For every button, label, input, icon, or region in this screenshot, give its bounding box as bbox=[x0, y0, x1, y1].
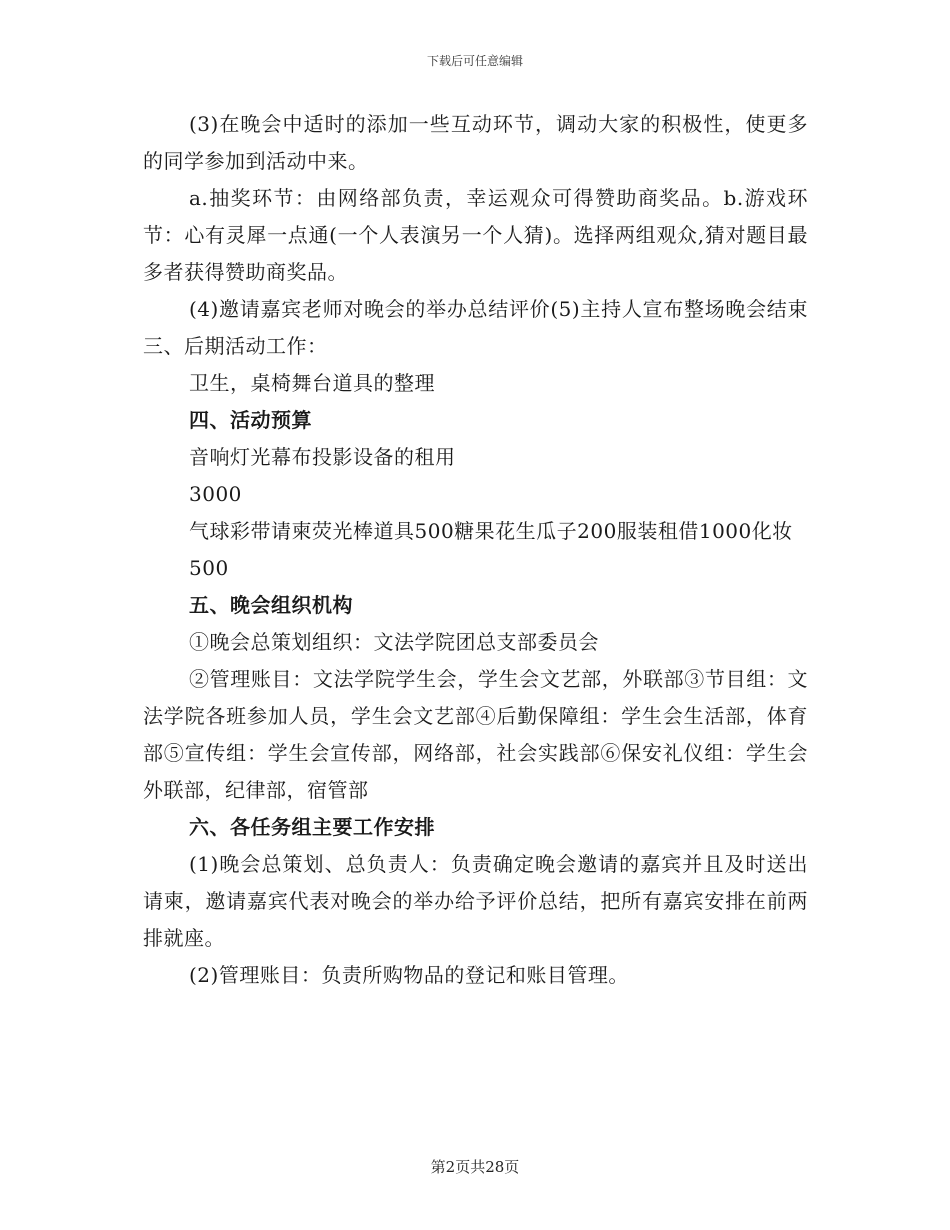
page-header: 下载后可任意编辑 bbox=[426, 54, 523, 68]
section-heading: 四、活动预算 bbox=[189, 408, 312, 432]
paragraph: (3)在晚会中适时的添加一些互动环节，调动大家的积极性，使更多的同学参加到活动中来。 bbox=[143, 112, 808, 173]
paragraph: 3000 bbox=[189, 482, 242, 506]
page-footer: 第2页共28页 bbox=[430, 1158, 520, 1176]
paragraph: a.抽奖环节：由网络部负责，幸运观众可得赞助商奖品。b.游戏环节：心有灵犀一点通(一个人表演另一个人猜)。选择两组观众,猜对题目最多者获得赞助商奖品。 bbox=[143, 186, 808, 284]
paragraph: 500 bbox=[189, 556, 229, 580]
paragraph: ①晚会总策划组织：文法学院团总支部委员会 bbox=[189, 630, 599, 654]
section-heading: 五、晚会组织机构 bbox=[189, 593, 353, 617]
section-heading: 六、各任务组主要工作安排 bbox=[189, 815, 435, 839]
paragraph: 卫生，桌椅舞台道具的整理 bbox=[189, 371, 435, 395]
paragraph: 音响灯光幕布投影设备的租用 bbox=[189, 445, 456, 469]
paragraph: ②管理账目：文法学院学生会，学生会文艺部，外联部③节目组：文法学院各班参加人员，学生会文艺部④后勤保障组：学生会生活部，体育部⑤宣传组：学生会宣传部，网络部，社会实践部⑥保安礼仪组：学生会外联部，纪律部，宿管部 bbox=[143, 667, 808, 802]
document-body bbox=[143, 106, 808, 994]
paragraph: (4)邀请嘉宾老师对晚会的举办总结评价(5)主持人宣布整场晚会结束三、后期活动工作： bbox=[143, 297, 808, 358]
paragraph: 气球彩带请柬荧光棒道具500糖果花生瓜子200服装租借1000化妆 bbox=[189, 519, 793, 543]
paragraph: (1)晚会总策划、总负责人：负责确定晚会邀请的嘉宾并且及时送出请柬，邀请嘉宾代表对晚会的举办给予评价总结，把所有嘉宾安排在前两排就座。 bbox=[143, 852, 808, 950]
paragraph: (2)管理账目：负责所购物品的登记和账目管理。 bbox=[189, 963, 629, 987]
